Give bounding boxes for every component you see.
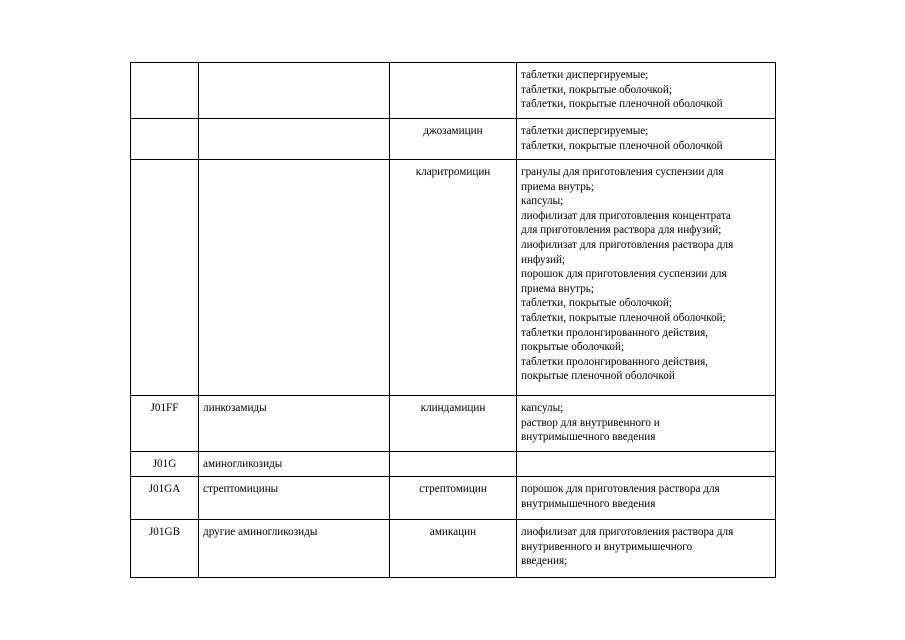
dosage-form-line: покрытые оболочкой; — [521, 341, 625, 354]
dosage-form-line: покрытые пленочной оболочкой — [521, 370, 675, 383]
atc-code-cell — [131, 160, 199, 396]
dosage-form-line: таблетки диспергируемые; — [521, 125, 649, 137]
dosage-form-line: таблетки диспергируемые; — [521, 69, 649, 81]
table-row — [131, 396, 776, 452]
dosage-form-line: внутримышечного введения — [521, 431, 656, 444]
dosage-form-line: капсулы; — [521, 195, 564, 208]
dosage-form-line: лиофилизат для приготовления раствора для — [521, 526, 734, 538]
dosage-form-line: лиофилизат для приготовления концентрата — [521, 209, 731, 222]
dosage-form-line: таблетки пролонгированного действия, — [521, 326, 709, 339]
table-row — [131, 160, 776, 396]
atc-code-cell: J01GA — [131, 477, 199, 520]
group-name-cell: линкозамиды — [199, 396, 390, 452]
drug-name-cell: джозамицин — [390, 119, 517, 160]
dosage-form-line: гранулы для приготовления суспензии для — [521, 166, 724, 178]
drug-name-cell: клиндамицин — [390, 396, 517, 452]
drug-name-cell: амикацин — [390, 520, 517, 578]
table-row — [131, 119, 776, 160]
dosage-form-line: инфузий; — [521, 253, 566, 266]
group-name-cell: другие аминогликозиды — [199, 520, 390, 578]
atc-code-cell: J01G — [131, 452, 199, 477]
group-name-cell — [199, 160, 390, 396]
dosage-form-line: таблетки, покрытые пленочной оболочкой — [521, 139, 723, 152]
group-name-cell — [199, 63, 390, 119]
dosage-form-line: введения; — [521, 555, 568, 568]
dosage-form-line: внутримышечного введения — [521, 497, 656, 510]
table-row — [131, 477, 776, 520]
dosage-form-line: капсулы; — [521, 402, 564, 414]
dosage-form-line: таблетки, покрытые оболочкой; — [521, 297, 672, 310]
dosage-form-line: приема внутрь; — [521, 282, 594, 295]
dosage-forms-cell — [517, 119, 776, 160]
table-row — [131, 520, 776, 578]
dosage-form-line: порошок для приготовления раствора для — [521, 483, 720, 495]
drug-name-cell — [390, 452, 517, 477]
drug-name-cell — [390, 63, 517, 119]
dosage-forms-cell — [517, 63, 776, 119]
dosage-form-line: порошок для приготовления суспензии для — [521, 268, 727, 281]
dosage-form-line: таблетки, покрытые пленочной оболочкой — [521, 98, 723, 111]
drug-name-cell: кларитромицин — [390, 160, 517, 396]
table-row — [131, 63, 776, 119]
atc-code-cell — [131, 63, 199, 119]
dosage-form-line: таблетки пролонгированного действия, — [521, 355, 709, 368]
dosage-form-line: приема внутрь; — [521, 180, 594, 193]
dosage-form-line: внутривенного и внутримышечного — [521, 540, 693, 553]
dosage-forms-cell — [517, 452, 776, 477]
dosage-form-line: раствор для внутривенного и — [521, 416, 660, 429]
dosage-forms-cell — [517, 396, 776, 452]
dosage-form-line: для приготовления раствора для инфузий; — [521, 224, 722, 237]
group-name-cell — [199, 119, 390, 160]
group-name-cell: стрептомицины — [199, 477, 390, 520]
dosage-form-line: лиофилизат для приготовления раствора для — [521, 238, 734, 251]
table-row — [131, 452, 776, 477]
dosage-form-line: таблетки, покрытые пленочной оболочкой; — [521, 311, 726, 324]
atc-code-cell: J01GB — [131, 520, 199, 578]
group-name-cell: аминогликозиды — [199, 452, 390, 477]
medicines-table — [130, 62, 776, 578]
dosage-form-line: таблетки, покрытые оболочкой; — [521, 83, 672, 96]
atc-code-cell — [131, 119, 199, 160]
table-body — [131, 63, 776, 578]
drug-name-cell: стрептомицин — [390, 477, 517, 520]
dosage-forms-cell — [517, 477, 776, 520]
atc-code-cell: J01FF — [131, 396, 199, 452]
dosage-forms-cell — [517, 160, 776, 396]
dosage-forms-cell — [517, 520, 776, 578]
